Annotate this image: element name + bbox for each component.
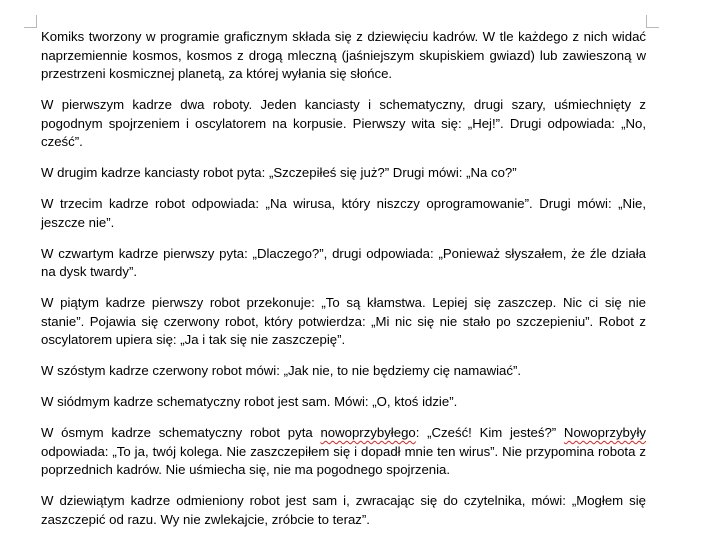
paragraph [41, 362, 646, 381]
paragraph-text: W ósmym kadrze schematyczny robot pyta [41, 425, 321, 440]
paragraph [41, 424, 646, 480]
paragraph-text: W pierwszym kadrze dwa roboty. Jeden kanciasty i schematyczny, drugi szary, uśmiechnięty z pogodnym spojrzeniem i oscylatorem na korpusie. Pierwszy wita się: „Hej!”. Drugi odpowiada: „No, cześć”. [41, 97, 646, 149]
top-left-margin-mark [24, 15, 37, 28]
paragraph [41, 492, 646, 529]
paragraph-text: W siódmym kadrze schematyczny robot jest sam. Mówi: „O, ktoś idzie”. [41, 394, 458, 409]
paragraph-text: odpowiada: „To ja, twój kolega. Nie zaszczepiłem się i dopadł mnie ten wirus”. Nie przypomina robota z poprzednich kadrów. Nie uśmiecha się, nie ma pogodnego spojrzenia. [41, 443, 646, 477]
paragraph [41, 393, 646, 412]
paragraph [41, 195, 646, 232]
paragraph [41, 28, 646, 84]
paragraph-text: W trzecim kadrze robot odpowiada: „Na wirusa, który niszczy oprogramowanie”. Drugi mówi: „Nie, jeszcze nie”. [41, 196, 646, 230]
top-right-margin-mark [646, 15, 659, 28]
paragraph [41, 164, 646, 183]
paragraph [41, 294, 646, 350]
paragraph [41, 96, 646, 152]
spelling-error-word: nowoprzybyłego [320, 425, 416, 440]
paragraph-text: Komiks tworzony w programie graficznym składa się z dziewięciu kadrów. W tle każdego z nich widać naprzemiennie kosmos, kosmos z drogą mleczną (jaśniejszym skupiskiem gwiazd) lub zawieszoną w przestrzeni kosmicznej planetą, za której wyłania się słońce. [41, 29, 646, 81]
paragraph-text: W szóstym kadrze czerwony robot mówi: „Jak nie, to nie będziemy cię namawiać”. [41, 363, 522, 378]
paragraph-text: W dziewiątym kadrze odmieniony robot jest sam i, zwracając się do czytelnika, mówi: „Mogłem się zaszczepić od razu. Wy nie zwlekajcie, zróbcie to teraz”. [41, 493, 646, 527]
paragraph-text: : „Cześć! Kim jesteś?” [415, 425, 564, 440]
paragraph-text: W drugim kadrze kanciasty robot pyta: „Szczepiłeś się już?” Drugi mówi: „Na co?” [41, 165, 517, 180]
paragraph [41, 245, 646, 282]
paragraph-text: W czwartym kadrze pierwszy pyta: „Dlaczego?”, drugi odpowiada: „Ponieważ słyszałem, że źle działa na dysk twardy”. [41, 245, 646, 279]
paragraph-text: W piątym kadrze pierwszy robot przekonuje: „To są kłamstwa. Lepiej się zaszczep. Nic ci się nie stanie”. Pojawia się czerwony robot, który potwierdza: „Mi nic się nie stało po szczepieniu”. Robot z oscylatorem upiera się: „Ja i tak się nie zaszczepię”. [41, 295, 646, 347]
spelling-error-word: Nowoprzybyły [563, 425, 647, 440]
document-body[interactable] [41, 28, 646, 529]
